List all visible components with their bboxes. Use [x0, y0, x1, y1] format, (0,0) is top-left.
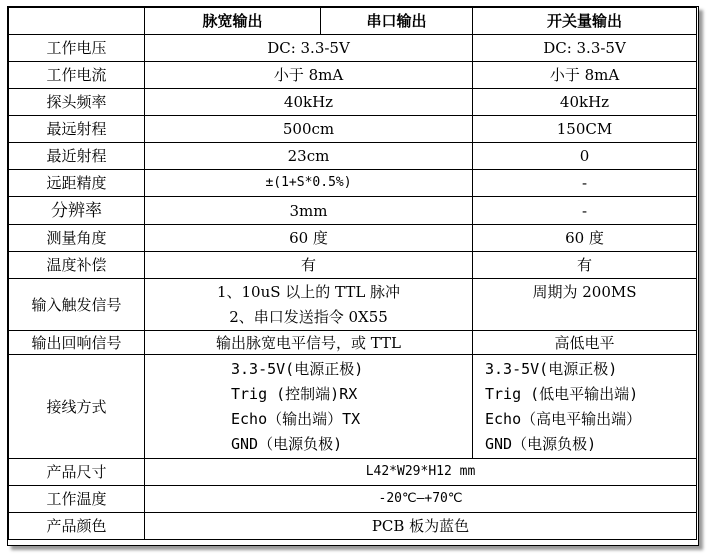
wiring-line: Trig (控制端)RX — [231, 384, 358, 403]
trigger-value — [145, 279, 473, 331]
row-switch-value: 0 — [473, 143, 697, 170]
row-value: PCB 板为蓝色 — [145, 513, 697, 540]
echo-row — [9, 331, 697, 355]
row-value: ±(1+S*0.5%) — [145, 170, 473, 197]
row-switch-value: - — [473, 170, 697, 197]
row-label: 工作温度 — [9, 486, 145, 513]
echo-switch-value: 高低电平 — [473, 331, 697, 355]
wiring-line: Echo（输出端）TX — [231, 409, 361, 428]
row-label: 最近射程 — [9, 143, 145, 170]
trigger-row — [9, 279, 697, 331]
row-value: 有 — [145, 252, 473, 279]
row-label: 分辨率 — [9, 197, 145, 225]
table-row — [9, 252, 697, 279]
row-label: 测量角度 — [9, 225, 145, 252]
echo-value: 输出脉宽电平信号，或 TTL — [145, 331, 473, 355]
table-row — [9, 35, 697, 62]
wiring-switch-value — [473, 355, 697, 459]
row-label: 远距精度 — [9, 170, 145, 197]
table-row — [9, 197, 697, 225]
row-value: 40kHz — [145, 89, 473, 116]
row-switch-value: 有 — [473, 252, 697, 279]
table-row — [9, 143, 697, 170]
row-value: -20℃—+70℃ — [145, 486, 697, 513]
wiring-switch-line: 3.3-5V(电源正极) — [485, 359, 618, 378]
wiring-line: GND（电源负极) — [231, 434, 343, 453]
table-row — [9, 62, 697, 89]
wiring-label: 接线方式 — [9, 355, 145, 459]
table-row — [9, 513, 697, 540]
row-value: L42*W29*H12 mm — [145, 459, 697, 486]
table-row — [9, 459, 697, 486]
row-value: 小于 8mA — [145, 62, 473, 89]
row-value: 500cm — [145, 116, 473, 143]
row-value: 23cm — [145, 143, 473, 170]
row-switch-value: 小于 8mA — [473, 62, 697, 89]
row-label: 产品颜色 — [9, 513, 145, 540]
wiring-row — [9, 355, 697, 459]
row-label: 探头频率 — [9, 89, 145, 116]
table-row — [9, 486, 697, 513]
row-value: 3mm — [145, 197, 473, 225]
table-row — [9, 225, 697, 252]
wiring-switch-line: Trig (低电平输出端) — [485, 384, 639, 403]
row-switch-value: 40kHz — [473, 89, 697, 116]
spec-table — [8, 7, 697, 540]
wiring-line: 3.3-5V(电源正极) — [231, 359, 364, 378]
row-switch-value: DC: 3.3-5V — [473, 35, 697, 62]
wiring-value — [145, 355, 473, 459]
row-value: DC: 3.3-5V — [145, 35, 473, 62]
table-row — [9, 116, 697, 143]
row-label: 最远射程 — [9, 116, 145, 143]
table-row — [9, 170, 697, 197]
row-switch-value: 60 度 — [473, 225, 697, 252]
row-label: 产品尺寸 — [9, 459, 145, 486]
trigger-line: 1、10uS 以上的 TTL 脉冲 — [216, 282, 401, 301]
header-corner — [9, 8, 145, 35]
row-switch-value: - — [473, 197, 697, 225]
header-pwm-output: 脉宽输出 — [145, 8, 321, 35]
row-label: 工作电压 — [9, 35, 145, 62]
trigger-line: 2、串口发送指令 0X55 — [229, 307, 388, 326]
wiring-switch-line: GND（电源负极) — [485, 434, 597, 453]
header-switch-output: 开关量输出 — [473, 8, 697, 35]
row-switch-value: 150CM — [473, 116, 697, 143]
row-value: 60 度 — [145, 225, 473, 252]
wiring-switch-line: Echo（高电平输出端） — [485, 409, 642, 428]
echo-label: 输出回响信号 — [9, 331, 145, 355]
trigger-label: 输入触发信号 — [9, 279, 145, 331]
header-row — [9, 8, 697, 35]
trigger-switch-value: 周期为 200MS — [473, 279, 697, 331]
row-label: 温度补偿 — [9, 252, 145, 279]
header-serial-output: 串口输出 — [321, 8, 473, 35]
table-row — [9, 89, 697, 116]
row-label: 工作电流 — [9, 62, 145, 89]
